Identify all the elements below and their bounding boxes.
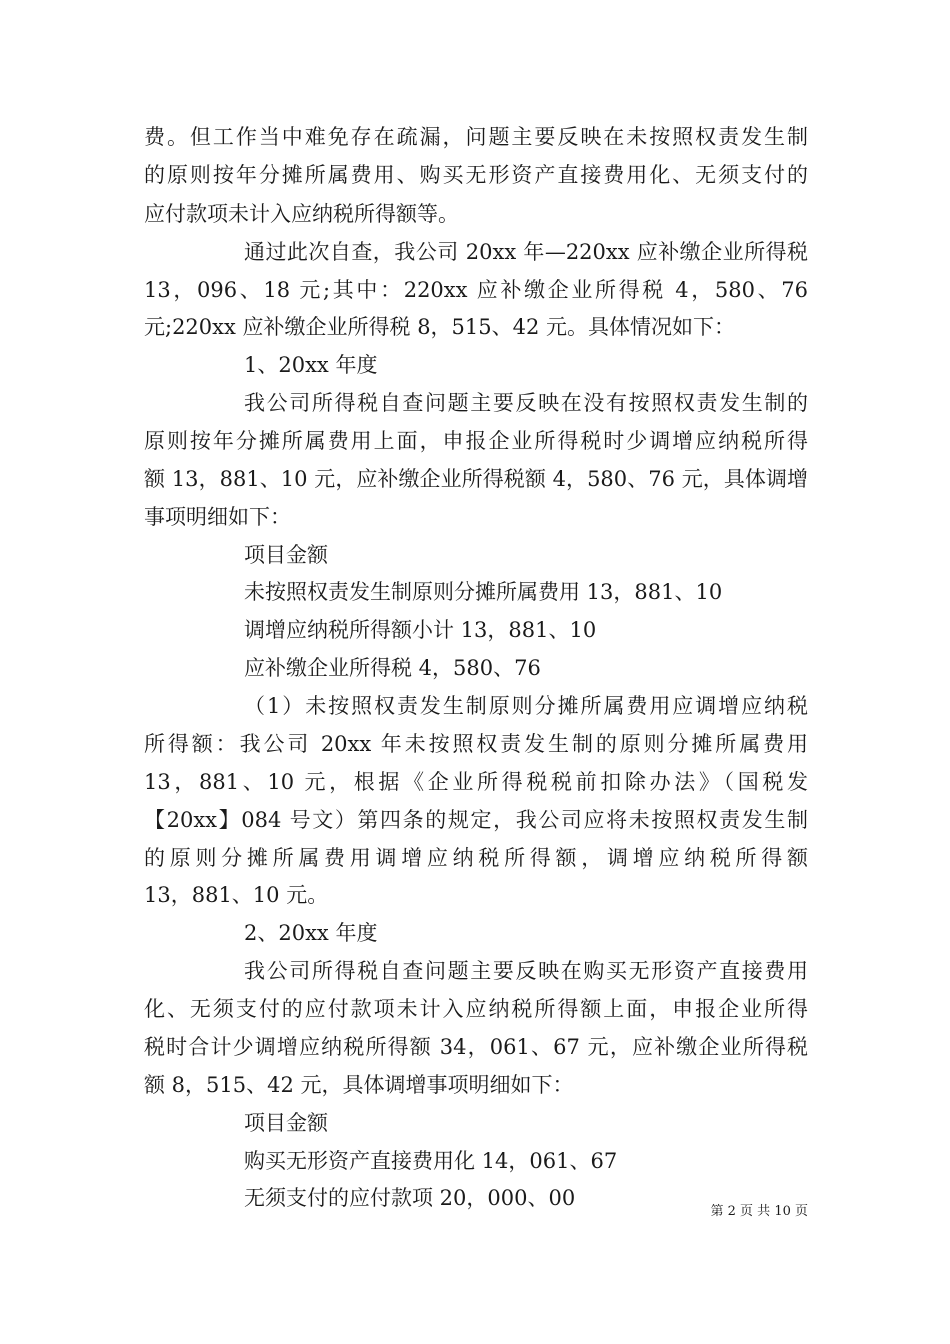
body-text-line: 原则按年分摊所属费用上面，申报企业所得税时少调增应纳税所得 bbox=[144, 429, 808, 453]
body-text-line: 事项明细如下： bbox=[144, 505, 291, 529]
body-text-line: 13，881、10 元。 bbox=[144, 883, 329, 907]
body-text-line: 费。但工作当中难免存在疏漏，问题主要反映在未按照权责发生制 bbox=[144, 125, 808, 149]
body-text-line: 我公司所得税自查问题主要反映在没有按照权责发生制的 bbox=[244, 391, 808, 415]
table-row: 调增应纳税所得额小计 13，881、10 bbox=[244, 618, 597, 642]
body-text-line: 【20xx】084 号文）第四条的规定，我公司应将未按照权责发生制 bbox=[144, 808, 808, 832]
body-text-line: （1）未按照权责发生制原则分摊所属费用应调增应纳税 bbox=[244, 694, 808, 718]
table-header: 项目金额 bbox=[244, 1111, 328, 1135]
table-row: 无须支付的应付款项 20，000、00 bbox=[244, 1186, 576, 1210]
body-text-line: 化、无须支付的应付款项未计入应纳税所得额上面，申报企业所得 bbox=[144, 997, 808, 1021]
body-text-line: 税时合计少调增应纳税所得额 34，061、67 元，应补缴企业所得税 bbox=[144, 1035, 808, 1059]
body-text-line: 13，096、18 元;其中：220xx 应补缴企业所得税 4，580、76 bbox=[144, 278, 808, 302]
page-number-footer: 第 2 页 共 10 页 bbox=[710, 1204, 808, 1219]
table-header: 项目金额 bbox=[244, 543, 328, 567]
body-text-line: 元;220xx 应补缴企业所得税 8，515、42 元。具体情况如下： bbox=[144, 315, 736, 339]
section-heading: 2、20xx 年度 bbox=[244, 921, 378, 945]
table-row: 购买无形资产直接费用化 14，061、67 bbox=[244, 1149, 618, 1173]
body-text-line: 的原则按年分摊所属费用、购买无形资产直接费用化、无须支付的 bbox=[144, 163, 808, 187]
table-row: 应补缴企业所得税 4，580、76 bbox=[244, 656, 541, 680]
body-text-line: 应付款项未计入应纳税所得额等。 bbox=[144, 202, 459, 226]
body-text-line: 所得额：我公司 20xx 年未按照权责发生制的原则分摊所属费用 bbox=[144, 732, 808, 756]
body-text-line: 13，881、10 元，根据《企业所得税税前扣除办法》（国税发 bbox=[144, 770, 808, 794]
table-row: 未按照权责发生制原则分摊所属费用 13，881、10 bbox=[244, 580, 723, 604]
body-text-line: 额 8，515、42 元，具体调增事项明细如下： bbox=[144, 1073, 574, 1097]
body-text-line: 我公司所得税自查问题主要反映在购买无形资产直接费用 bbox=[244, 959, 808, 983]
body-text-line: 额 13，881、10 元，应补缴企业所得税额 4，580、76 元，具体调增 bbox=[144, 467, 808, 491]
section-heading: 1、20xx 年度 bbox=[244, 353, 378, 377]
body-text-line: 的原则分摊所属费用调增应纳税所得额，调增应纳税所得额 bbox=[144, 846, 808, 870]
body-text-line: 通过此次自查，我公司 20xx 年—220xx 应补缴企业所得税 bbox=[244, 240, 808, 264]
